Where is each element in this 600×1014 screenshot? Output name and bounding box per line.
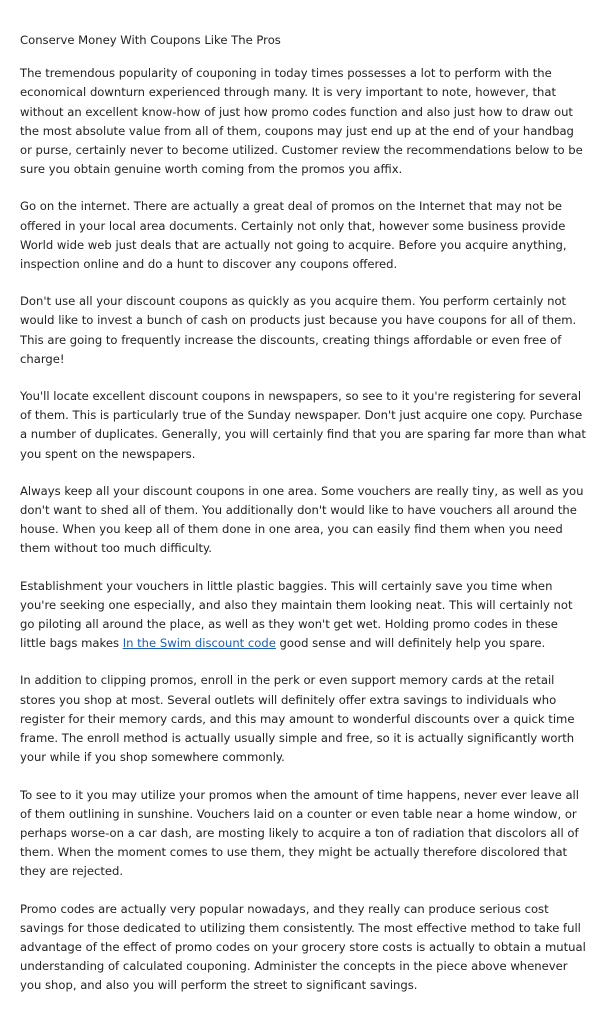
paragraph-baggies-text-before: Establishment your vouchers in little plastic baggies. This will certainly save you time when you're seeking one especially, and also they maintain them looking neat. This will certainly not go piloting all around the place, as well as they won't get wet. Holding promo codes in these little bags makes bbox=[20, 578, 573, 651]
paragraph-baggies bbox=[20, 577, 586, 654]
paragraph-dont-use-all: Don't use all your discount coupons as quickly as you acquire them. You perform certainly not would like to invest a bunch of cash on products just because you have coupons for all of them. This are going to frequently increase the discounts, creating things affordable or even free of charge! bbox=[20, 294, 577, 366]
paragraph-conclusion: Promo codes are actually very popular nowadays, and they really can produce serious cost savings for those dedicated to utilizing them consistently. The most effective method to take full advantage of the effect of promo codes on your grocery store costs is actually to obtain a mutual understanding of calculated couponing. Administer the concepts in the piece above whenever you shop, and also you will perform the street to significant savings. bbox=[20, 901, 586, 993]
discount-code-link[interactable]: In the Swim discount code bbox=[122, 636, 276, 651]
paragraph-sunshine: To see to it you may utilize your promos when the amount of time happens, never ever leave all of them outlining in sunshine. Vouchers laid on a counter or even table near a home window, or perhaps worse-on a car dash, are mosting likely to acquire a ton of radiation that discolors all of them. When the moment comes to use them, they might be actually therefore discolored that they are rejected. bbox=[20, 787, 580, 879]
paragraph-intro: The tremendous popularity of couponing in today times possesses a lot to perform with the economical downturn experienced through many. It is very important to note, however, that without an excellent know-how of just how promo codes function and also just how to draw out the most absolute value from all of them, coupons may just end up at the end of your handbag or purse, certainly never to become utilized. Customer review the recommendations below to be sure you obtain genuine worth coming from the promos you affix. bbox=[20, 66, 583, 177]
paragraph-newspapers: You'll locate excellent discount coupons in newspapers, so see to it you're registering for several of them. This is particularly true of the Sunday newspaper. Don't just acquire one copy. Purchase a number of duplicates. Generally, you will certainly find that you are sparing far more than what you spent on the newspapers. bbox=[20, 389, 586, 461]
paragraph-go-online: Go on the internet. There are actually a great deal of promos on the Internet that may not be offered in your local area documents. Certainly not only that, however some business provide World wide web just deals that are actually not going to acquire. Before you acquire anything, inspection online and do a hunt to discover any coupons offered. bbox=[20, 199, 567, 272]
paragraph-one-area: Always keep all your discount coupons in one area. Some vouchers are really tiny, as well as you don't want to shed all of them. You additionally don't would like to have vouchers all around the house. When you keep all of them done in one area, you can easily find them when you need them without too much difficulty. bbox=[20, 483, 584, 556]
document-title: Conserve Money With Coupons Like The Pros bbox=[20, 33, 281, 47]
paragraph-baggies-text-after: good sense and will definitely help you spare. bbox=[275, 636, 546, 651]
paragraph-memory-cards: In addition to clipping promos, enroll in the perk or even support memory cards at the retail stores you shop at most. Several outlets will definitely offer extra savings to individuals who register for their memory cards, and this may amount to wonderful discounts over a quick time frame. The enroll method is actually usually simple and free, so it is actually significantly worth your while if you shop somewhere commonly. bbox=[20, 673, 575, 765]
document-page bbox=[20, 31, 586, 1014]
